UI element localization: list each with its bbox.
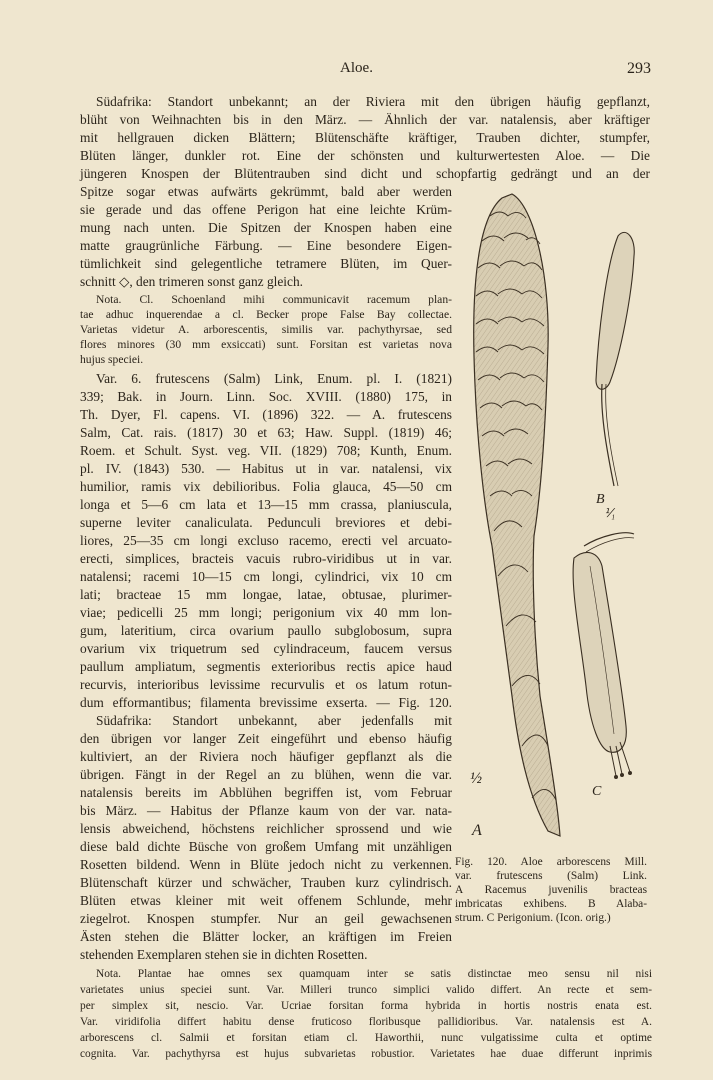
text-line: liores, 25—35 cm longi excluso racemo, erecti vel arcuato- [80, 533, 452, 548]
aloe-drawing [450, 186, 660, 846]
text-line: dum efformantibus; filamenta brevissime exserta. — Fig. 120. [80, 695, 452, 710]
text-line: 339; Bak. in Journ. Linn. Soc. XVIII. (1880) 175, in [80, 389, 452, 404]
caption-line: imbricatas exhibens. B Alaba- [455, 898, 647, 910]
text-line: blüht von Weihnachten bis in den März. — Ähnlich der var. natalensis, aber kräftiger [80, 112, 650, 127]
text-line: Salm, Cat. rais. (1817) 30 et 63; Haw. Suppl. (1819) 46; [80, 425, 452, 440]
text-line: lensis abweichend, höchstens reichlicher sprossend und wie [80, 821, 452, 836]
text-line: den übrigen vor langer Zeit eingeführt und ebenso häufig [80, 731, 452, 746]
nota-line: Varietas videtur A. arborescentis, similis var. pachythyrsae, sed [80, 323, 452, 336]
flower-c [573, 533, 634, 779]
text-line: Spitze sogar etwas aufwärts gekrümmt, bald aber werden [80, 184, 452, 199]
text-line: übrigen. Fängt in der Regel an zu blühen, wenn die var. [80, 767, 452, 782]
text-line: longa et 5—6 cm lata et 13—15 mm crassa, planiuscula, [80, 497, 452, 512]
text-line: stehenden Exemplaren stehen sie in dichten Rosetten. [80, 947, 368, 962]
nota-line: Var. viridifolia differt habitu dense fruticoso floribusque pallidioribus. Var. natalensis est A. [80, 1016, 652, 1028]
text-line: diese bald dichte Büsche von großem Umfang mit unzähligen [80, 839, 452, 854]
text-line: superne leviter canaliculata. Pedunculi breviores et debi- [80, 515, 452, 530]
figure-caption [455, 855, 647, 925]
text-line: bis März. — Habitus der Pflanze kaum von der var. nata- [80, 803, 452, 818]
running-title: Aloe. [340, 60, 373, 76]
figure-scale-a: ½ [470, 770, 482, 787]
text-line: Th. Dyer, Fl. capens. VI. (1896) 322. — A. frutescens [80, 407, 452, 422]
figure-label-c: C [592, 784, 602, 799]
text-line: viae; pedicelli 25 mm longi; perigonium vix 40 mm lon- [80, 605, 452, 620]
text-line: humilior, ramis vix debilioribus. Folia glauca, 45—50 cm [80, 479, 452, 494]
raceme-a [474, 194, 560, 836]
caption-line: var. frutescens (Salm) Link. [455, 870, 647, 882]
caption-line: strum. C Perigonium. (Icon. orig.) [455, 912, 611, 924]
text-line: erecti, simplices, bracteis vacuis rubro-viridibus ut in var. [80, 551, 452, 566]
text-line: kultiviert, an der Riviera noch häufiger gepflanzt als die [80, 749, 452, 764]
text-line: mung nach unten. Die Spitzen der Knospen haben eine [80, 220, 452, 235]
nota-line: per simplex sit, nescio. Var. Ucriae forsitan forma hybrida in hortis nostris enata est. [80, 1000, 652, 1012]
text-line: Südafrika: Standort unbekannt, aber jedenfalls mit [96, 713, 452, 728]
nota-line: arborescens cl. Salmii et forsitan etiam cl. Haworthii, nunc vulgatissime culta et optime [80, 1032, 652, 1044]
text-line: Rosetten bildend. Wenn in Blüte jedoch nicht zu verkennen. [80, 857, 452, 872]
nota-line: cognita. Var. pachythyrsa est hujus subvarietas robustior. Varietates hae duae differunt inprimis [80, 1048, 652, 1060]
text-line: mit hellgrauen dicken Blättern; Blütenschäfte kräftiger, Trauben dichter, stumpfer, [80, 130, 650, 145]
page-number: 293 [627, 60, 651, 77]
bud-b [596, 232, 634, 486]
running-head [0, 60, 713, 80]
caption-line: A Racemus juvenilis bracteas [455, 884, 647, 896]
nota-line: varietates unius speciei sunt. Var. Milleri trunco simplici valido differt. An recte et sem- [80, 984, 652, 996]
nota-line: hujus speciei. [80, 353, 144, 366]
nota-line: flores minores (30 mm exsiccati) sunt. Forsitan est varietas nova [80, 338, 452, 351]
nota-line: Nota. Plantae hae omnes sex quamquam inter se satis distinctae meo sensu nil nisi [96, 968, 652, 980]
text-line: schnitt ◇, den trimeren sonst ganz gleich. [80, 274, 304, 289]
text-line: paullum ampliatum, segmentis exterioribus rectis apice haud [80, 659, 452, 674]
text-line: Blüten etwas kleiner mit weit offenem Schlunde, mehr [80, 893, 452, 908]
caption-line: Fig. 120. Aloe arborescens Mill. [455, 856, 647, 868]
figure-label-a: A [472, 822, 482, 839]
text-line: gum, lateritium, circa ovarium paullo subglobosum, supra [80, 623, 452, 638]
text-line: natalensis bereits im Abblühen begriffen ist, vom Februar [80, 785, 452, 800]
text-line: sie gerade und das offene Perigon hat eine leichte Krüm- [80, 202, 452, 217]
text-line: jüngeren Knospen der Blütentrauben sind dicht und schopfartig gedrängt und an der [80, 166, 650, 181]
text-line: Ästen stehen die Blätter locker, an kräftigen im Freien [80, 929, 452, 944]
text-line: Blüten länger, dunkler rot. Eine der schönsten und kulturwertesten Aloe. — Die [80, 148, 650, 163]
figure-label-b: B [596, 492, 605, 507]
text-line: matte graugrünliche Färbung. — Eine besondere Eigen- [80, 238, 452, 253]
text-line: tümlichkeit sind gelegentliche tetramere Blüten, im Quer- [80, 256, 452, 271]
text-line: pl. IV. (1843) 530. — Habitus ut in var. natalensi, vix [80, 461, 452, 476]
text-line: ziegelrot. Knospen stumpfer. Nur an geil gewachsenen [80, 911, 452, 926]
text-line: recurvis, interioribus levissime recurvulis et os latum rotun- [80, 677, 452, 692]
text-line: Var. 6. frutescens (Salm) Link, Enum. pl. I. (1821) [96, 371, 452, 386]
text-line: natalensi; racemi 10—15 cm longi, cylindrici, vix 10 cm [80, 569, 452, 584]
nota-line: Nota. Cl. Schoenland mihi communicavit racemum plan- [96, 293, 452, 306]
text-line: ovarium vix triquetrum sed cylindraceum, faucem versus [80, 641, 452, 656]
aloe-illustration [450, 186, 660, 846]
text-line: Südafrika: Standort unbekannt; an der Riviera mit den übrigen häufig gepflanzt, [96, 94, 650, 109]
text-line: lati; bracteae 15 mm longae, latae, obtusae, plurimer- [80, 587, 452, 602]
text-line: Blütenschaft kürzer und schwächer, Trauben kurz cylindrisch. [80, 875, 452, 890]
nota-line: tae adhuc inquerendae a cl. Becker prope False Bay collectae. [80, 308, 452, 321]
text-line: Roem. et Schult. Syst. veg. VII. (1829) 708; Kunth, Enum. [80, 443, 452, 458]
figure-scale-b: ⅟₁ [604, 506, 615, 520]
